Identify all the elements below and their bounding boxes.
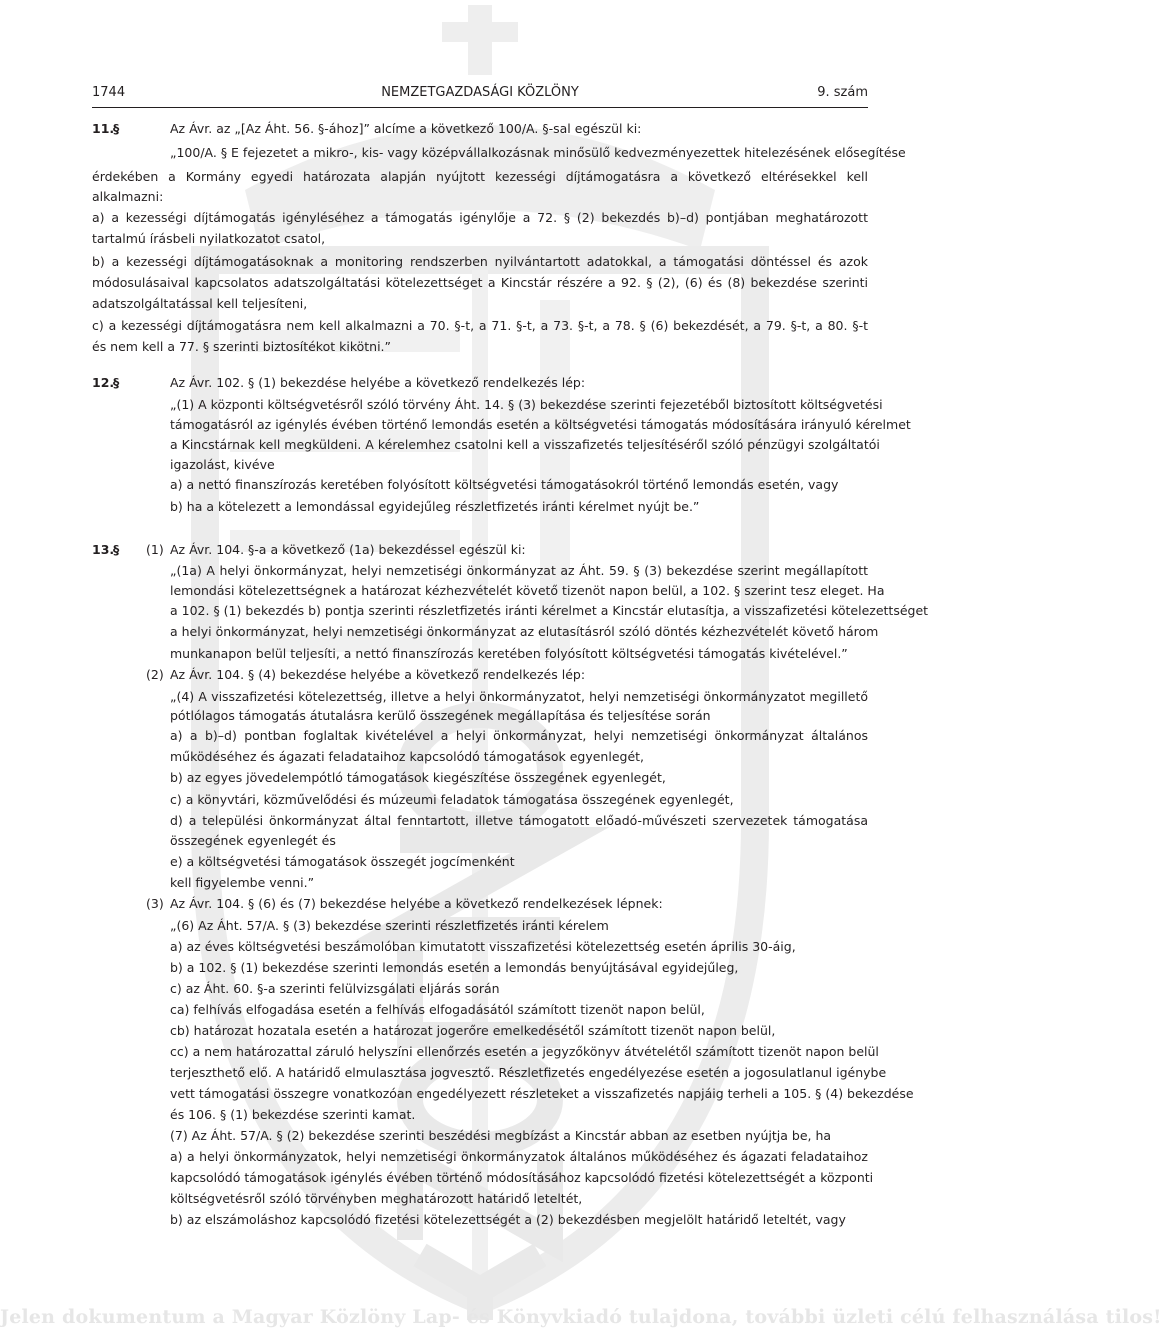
text-line: cc) a nem határozattal záruló helyszíni ellenőrzés esetén a jegyzőkönyv átvételétől számított tizenöt napon belül	[170, 1044, 879, 1059]
text-line: „(4) A visszafizetési kötelezettség, illetve a helyi önkormányzatot, helyi nemzetiségi önkormányzatot megillető	[170, 689, 868, 704]
ownership-watermark: Jelen dokumentum a Magyar Közlöny Lap- és Könyvkiadó tulajdona, további üzleti célú felhasználása tilos!	[0, 1306, 1162, 1328]
text-line: Az Ávr. 104. §-a a következő (1a) bekezdéssel egészül ki:	[170, 542, 526, 557]
text-line: vett támogatási összegre vonatkozóan engedélyezett részleteket a visszafizetés napjáig terheli a 105. § (4) bekezdése	[170, 1086, 914, 1101]
text-line: működéséhez és ágazati feladataihoz kapcsolódó támogatások egyenlegét,	[170, 749, 645, 764]
section-sign: §	[113, 375, 120, 390]
text-line: összegének egyenlegét és	[170, 833, 336, 848]
text-line: kell figyelembe venni.”	[170, 875, 315, 890]
text-line: cb) határozat hozatala esetén a határozat jogerőre emelkedésétől számított tizenöt napon belül,	[170, 1023, 776, 1038]
text-line: e) a költségvetési támogatások összegét jogcímenként	[170, 854, 515, 869]
text-line: a helyi önkormányzat, helyi nemzetiségi önkormányzat az elutasításról szóló döntés kézhezvételét követő három	[170, 624, 879, 639]
text-line: tartalmú írásbeli nyilatkozatot csatol,	[92, 231, 326, 246]
issue-number: 9. szám	[817, 85, 868, 100]
text-line: c) a könyvtári, közművelődési és múzeumi feladatok támogatása összegének egyenlegét,	[170, 792, 734, 807]
subsection-label: (2)	[146, 667, 164, 682]
text-line: „(6) Az Áht. 57/A. § (3) bekezdése szerinti részletfizetés iránti kérelem	[170, 918, 609, 933]
text-line: „(1a) A helyi önkormányzat, helyi nemzetiségi önkormányzat az Áht. 59. § (3) bekezdése szerint megállapított	[170, 563, 868, 578]
text-line: b) a 102. § (1) bekezdése szerinti lemondás esetén a lemondás benyújtásával egyidejűleg,	[170, 960, 739, 975]
journal-title: NEMZETGAZDASÁGI KÖZLÖNY	[381, 85, 579, 100]
section-number: 12.	[92, 375, 115, 390]
text-line: b) az egyes jövedelempótló támogatások kiegészítése összegének egyenlegét,	[170, 770, 666, 785]
text-line: módosulásaival kapcsolatos adatszolgáltatási kötelezettséget a Kincstár részére a 92. § (2), (6) és (8) bekezdése szerinti	[92, 275, 868, 290]
text-line: munkanapon belül teljesíti, a nettó finanszírozás keretében folyósított költségvetési támogatás kivételével.”	[170, 646, 848, 661]
text-line: (7) Az Áht. 57/A. § (2) bekezdése szerinti beszédési megbízást a Kincstár abban az esetben nyújtja be, ha	[170, 1128, 832, 1143]
text-line: c) a kezességi díjtámogatásra nem kell alkalmazni a 70. §-t, a 71. §-t, a 73. §-t, a 78. § (6) bekezdését, a 79. §-t, a 80. §-t	[92, 318, 868, 333]
text-line: „100/A. § E fejezetet a mikro-, kis- vagy középvállalkozásnak minősülő kedvezményezettek hitelezésének elősegítése	[170, 145, 906, 160]
text-line: a 102. § (1) bekezdés b) pontja szerinti részletfizetés iránti kérelmet a Kincstár elutasítja, a visszafizetési kötelezettséget	[170, 603, 929, 618]
text-line: c) az Áht. 60. §-a szerinti felülvizsgálati eljárás során	[170, 981, 500, 996]
text-line: pótlólagos támogatás átutalásra kerülő összegének megállapítása és teljesítése során	[170, 708, 711, 723]
text-line: Az Ávr. 104. § (6) és (7) bekezdése helyébe a következő rendelkezések lépnek:	[170, 896, 663, 911]
subsection-label: (3)	[146, 896, 164, 911]
text-line: Az Ávr. az „[Az Áht. 56. §-ához]” alcíme a következő 100/A. §-sal egészül ki:	[170, 121, 642, 136]
text-line: adatszolgáltatással kell teljesíteni,	[92, 296, 308, 311]
text-line: a) az éves költségvetési beszámolóban kimutatott visszafizetési kötelezettség esetén április 30-áig,	[170, 939, 796, 954]
text-line: érdekében a Kormány egyedi határozata alapján nyújtott kezességi díjtámogatásra a következő eltérésekkel kell	[92, 169, 868, 184]
section-number: 11.	[92, 121, 115, 136]
text-line: b) a kezességi díjtámogatásoknak a monitoring rendszerben nyilvántartott adatokkal, a támogatási döntéssel és azok	[92, 254, 868, 269]
text-line: b) ha a kötelezett a lemondással egyidejűleg részletfizetés iránti kérelmet nyújt be.”	[170, 499, 700, 514]
header-divider	[92, 107, 868, 108]
text-line: Az Ávr. 104. § (4) bekezdése helyébe a következő rendelkezés lép:	[170, 667, 586, 682]
text-line: igazolást, kivéve	[170, 457, 275, 472]
text-line: a) a nettó finanszírozás keretében folyósított költségvetési támogatásokról történő lemondás esetén, vagy	[170, 477, 839, 492]
subsection-label: (1)	[146, 542, 164, 557]
text-line: ca) felhívás elfogadása esetén a felhívás elfogadásától számított tizenöt napon belül,	[170, 1002, 705, 1017]
text-line: költségvetésről szóló törvényben meghatározott határidő leteltét,	[170, 1191, 583, 1206]
text-line: d) a települési önkormányzat által fenntartott, illetve támogatott előadó-művészeti szervezetek támogatása	[170, 813, 868, 828]
text-line: a Kincstárnak kell megküldeni. A kérelemhez csatolni kell a visszafizetés teljesítéséről szóló pénzügyi szolgáltatói	[170, 437, 880, 452]
text-line: a) a b)–d) pontban foglaltak kivételével a helyi önkormányzat, helyi nemzetiségi önkormányzat általános	[170, 728, 868, 743]
text-line: támogatásról az igénylés évében történő lemondás esetén a költségvetési támogatás módosítására irányuló kérelmet	[170, 417, 911, 432]
text-line: és 106. § (1) bekezdése szerinti kamat.	[170, 1107, 416, 1122]
section-sign: §	[113, 121, 120, 136]
text-line: a) a kezességi díjtámogatás igényléséhez a támogatás igénylője a 72. § (2) bekezdés b)–d) pontjában meghatározott	[92, 210, 868, 225]
text-line: lemondási kötelezettségnek a határozat kézhezvételét követő tizenöt napon belül, a 102. § szerint tesz eleget. Ha	[170, 583, 885, 598]
text-line: és nem kell a 77. § szerinti biztosítékot kikötni.”	[92, 339, 392, 354]
text-line: b) az elszámoláshoz kapcsolódó fizetési kötelezettségét a (2) bekezdésben megjelölt határidő leteltét, vagy	[170, 1212, 846, 1227]
text-line: alkalmazni:	[92, 189, 164, 204]
text-line: kapcsolódó támogatások igénylés évében történő módosításához kapcsolódó fizetési kötelezettségét a központi	[170, 1170, 874, 1185]
text-line: „(1) A központi költségvetésről szóló törvény Áht. 14. § (3) bekezdése szerinti fejezetéből biztosított költségvetési	[170, 397, 883, 412]
page-number: 1744	[92, 85, 126, 100]
text-line: Az Ávr. 102. § (1) bekezdése helyébe a következő rendelkezés lép:	[170, 375, 586, 390]
section-number: 13.	[92, 542, 115, 557]
text-line: a) a helyi önkormányzatok, helyi nemzetiségi önkormányzatok általános működéséhez és ágazati feladataihoz	[170, 1149, 868, 1164]
section-sign: §	[113, 542, 120, 557]
text-line: terjeszthető elő. A határidő elmulasztása jogvesztő. Részletfizetés engedélyezése esetén a jogosulatlanul igénybe	[170, 1065, 887, 1080]
